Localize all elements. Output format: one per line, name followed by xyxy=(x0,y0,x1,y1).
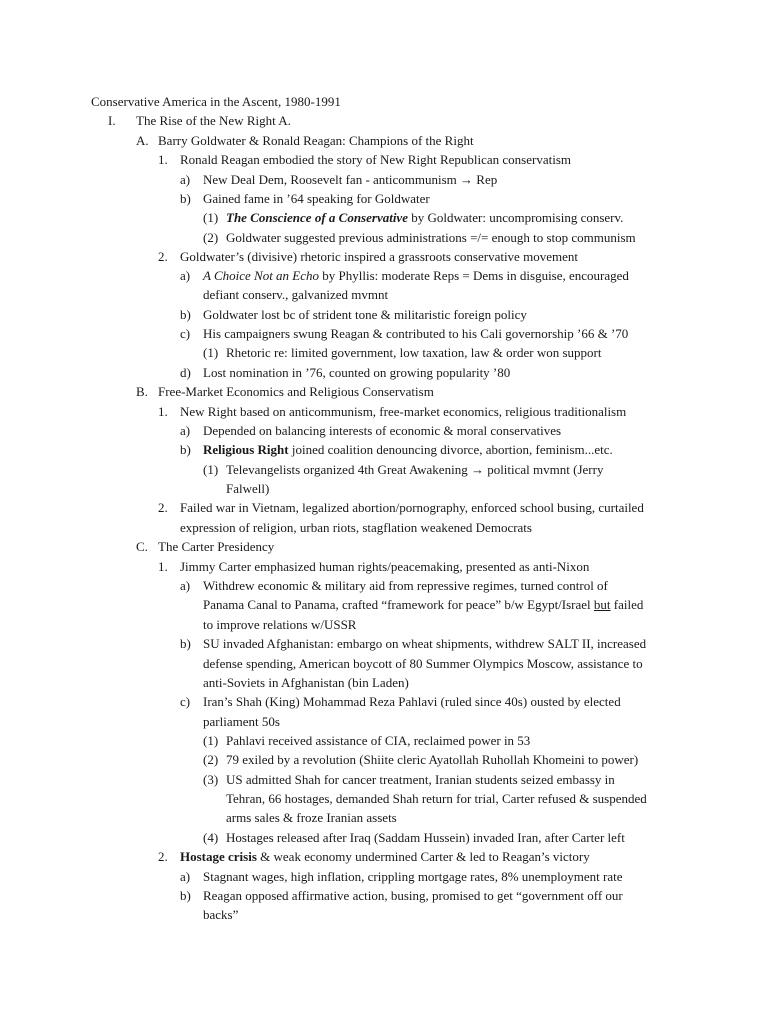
A1b-marker xyxy=(180,189,191,208)
B1b-marker xyxy=(180,440,191,459)
item-text: parliament 50s xyxy=(203,714,280,729)
item-text: Hostages released after Iraq (Saddam Hussein) invaded Iran, after Carter left xyxy=(226,830,625,845)
C1c-marker xyxy=(180,692,190,711)
item-text: New Right based on anticommunism, free-market economics, religious traditionalism xyxy=(180,404,627,419)
C2-marker xyxy=(158,847,168,866)
item-text: Ronald Reagan embodied the story of New Right Republican conservatism xyxy=(180,152,571,167)
heading-text: The Carter Presidency xyxy=(158,539,275,554)
A1a-text xyxy=(203,170,497,189)
C1a-cont2 xyxy=(203,615,356,634)
item-text: Panama Canal to Panama, crafted “framework for peace” b/w Egypt/Israel xyxy=(203,597,594,612)
item-text: & weak economy undermined Carter & led to Reagan’s victory xyxy=(256,849,590,864)
A2-marker xyxy=(158,247,168,266)
A1b2-marker xyxy=(203,228,218,247)
B1-marker xyxy=(158,402,168,421)
B1b1-cont xyxy=(226,479,269,498)
item-text: anti-Soviets in Afghanistan (bin Laden) xyxy=(203,675,409,690)
underlined-word: but xyxy=(593,597,611,612)
C1a-marker xyxy=(180,576,190,595)
section-A-text xyxy=(158,131,474,150)
item-text: failed xyxy=(610,597,644,612)
item-text: Rhetoric re: limited government, low taxation, law & order won support xyxy=(226,345,602,360)
section-I-text xyxy=(136,111,291,130)
C1b-cont2 xyxy=(203,673,409,692)
A1b1-text xyxy=(226,208,623,227)
C2a-text xyxy=(203,867,623,886)
item-text: backs” xyxy=(203,907,239,922)
C1c3-marker xyxy=(203,770,218,789)
marker-text: 2. xyxy=(158,849,168,864)
item-text: Iran’s Shah (King) Mohammad Reza Pahlavi (ruled since 40s) ousted by elected xyxy=(203,694,621,709)
marker-text: b) xyxy=(180,636,191,651)
C1b-marker xyxy=(180,634,191,653)
section-C-text xyxy=(158,537,274,556)
A2d-text xyxy=(203,363,510,382)
C1c-cont xyxy=(203,712,280,731)
C2-text xyxy=(180,847,590,866)
item-text: Stagnant wages, high inflation, crippling mortgage rates, 8% unemployment rate xyxy=(203,869,623,884)
A2a-marker xyxy=(180,266,190,285)
item-text: to improve relations w/USSR xyxy=(203,617,357,632)
section-A-marker xyxy=(136,131,149,150)
A2c-text xyxy=(203,324,628,343)
C1c2-marker xyxy=(203,750,218,769)
item-text: expression of religion, urban riots, stagflation weakened Democrats xyxy=(180,520,532,535)
A1a-marker xyxy=(180,170,190,189)
marker-text: b) xyxy=(180,442,191,457)
A1b2-text xyxy=(226,228,636,247)
item-text: Goldwater suggested previous administrations =/= enough to stop communism xyxy=(226,230,636,245)
C1-text xyxy=(180,557,589,576)
C1c1-marker xyxy=(203,731,218,750)
marker-text: b) xyxy=(180,888,191,903)
section-B-marker xyxy=(136,382,148,401)
item-text: defense spending, American boycott of 80 Summer Olympics Moscow, assistance to xyxy=(203,656,643,671)
heading-text: Free-Market Economics and Religious Conservatism xyxy=(158,384,434,399)
C2a-marker xyxy=(180,867,190,886)
B1-text xyxy=(180,402,626,421)
C2b-cont xyxy=(203,905,238,924)
bold-term: Religious Right xyxy=(203,442,289,457)
A2c-marker xyxy=(180,324,190,343)
item-text: Goldwater lost bc of strident tone & militaristic foreign policy xyxy=(203,307,527,322)
item-text: by Goldwater: uncompromising conserv. xyxy=(407,210,624,225)
A1-text xyxy=(180,150,571,169)
item-text: Failed war in Vietnam, legalized abortion/pornography, enforced school busing, curtailed xyxy=(180,500,644,515)
marker-text: d) xyxy=(180,365,191,380)
C2b-text xyxy=(203,886,623,905)
C1a-cont1 xyxy=(203,595,643,614)
marker-text: 1. xyxy=(158,559,168,574)
marker-text: a) xyxy=(180,869,191,884)
bold-term: Hostage crisis xyxy=(180,849,257,864)
marker-text: 2. xyxy=(158,500,168,515)
B2-cont xyxy=(180,518,532,537)
marker-text: (2) xyxy=(203,752,219,767)
A2d-marker xyxy=(180,363,191,382)
C2b-marker xyxy=(180,886,191,905)
book-title: A Choice Not an Echo xyxy=(203,268,320,283)
marker-text: a) xyxy=(180,268,191,283)
marker-text: B. xyxy=(136,384,148,399)
A1b1-marker xyxy=(203,208,218,227)
item-text: Goldwater’s (divisive) rhetoric inspired a grassroots conservative movement xyxy=(180,249,578,264)
B1b1-marker xyxy=(203,460,218,479)
marker-text: b) xyxy=(180,307,191,322)
section-C-marker xyxy=(136,537,148,556)
A1-marker xyxy=(158,150,168,169)
marker-text: c) xyxy=(180,326,191,341)
C1b-text xyxy=(203,634,646,653)
section-B-text xyxy=(158,382,434,401)
C1c4-text xyxy=(226,828,625,847)
item-text: Falwell) xyxy=(226,481,270,496)
A2b-marker xyxy=(180,305,191,324)
marker-text: 1. xyxy=(158,404,168,419)
marker-text: (3) xyxy=(203,772,219,787)
item-text: Reagan opposed affirmative action, busing, promised to get “government off our xyxy=(203,888,623,903)
section-I-heading xyxy=(108,111,116,130)
A2c1-marker xyxy=(203,343,218,362)
marker-text: A. xyxy=(136,133,149,148)
document-title xyxy=(91,92,341,111)
A2a-cont xyxy=(203,285,388,304)
marker-text: (1) xyxy=(203,345,219,360)
marker-text: C. xyxy=(136,539,148,554)
item-text: Televangelists organized 4th Great Awakening → political mvmnt (Jerry xyxy=(226,462,604,477)
item-text: His campaigners swung Reagan & contributed to his Cali governorship ’66 & ’70 xyxy=(203,326,629,341)
section-I-label: The Rise of the New Right A. xyxy=(136,113,291,128)
book-title: The Conscience of a Conservative xyxy=(226,210,408,225)
item-text: defiant conserv., galvanized mvmnt xyxy=(203,287,389,302)
A2-text xyxy=(180,247,578,266)
C1c-text xyxy=(203,692,621,711)
C1c3-cont1 xyxy=(226,789,647,808)
marker-text: b) xyxy=(180,191,191,206)
marker-text: c) xyxy=(180,694,191,709)
item-text: SU invaded Afghanistan: embargo on wheat shipments, withdrew SALT II, increased xyxy=(203,636,647,651)
C1a-text xyxy=(203,576,608,595)
item-text: Depended on balancing interests of economic & moral conservatives xyxy=(203,423,562,438)
B1a-text xyxy=(203,421,561,440)
marker-text: (1) xyxy=(203,210,219,225)
B1b1-text xyxy=(226,460,603,479)
C1c1-text xyxy=(226,731,530,750)
marker-text: (1) xyxy=(203,733,219,748)
item-text: Jimmy Carter emphasized human rights/peacemaking, presented as anti-Nixon xyxy=(180,559,590,574)
item-text: 79 exiled by a revolution (Shiite cleric Ayatollah Ruhollah Khomeini to power) xyxy=(226,752,639,767)
B1a-marker xyxy=(180,421,190,440)
B2-marker xyxy=(158,498,168,517)
C1b-cont1 xyxy=(203,654,643,673)
A2b-text xyxy=(203,305,527,324)
C1c3-cont2 xyxy=(226,808,397,827)
item-text: Withdrew economic & military aid from repressive regimes, turned control of xyxy=(203,578,608,593)
marker-text: 1. xyxy=(158,152,168,167)
C1-marker xyxy=(158,557,168,576)
item-text: New Deal Dem, Roosevelt fan - anticommunism → Rep xyxy=(203,172,498,187)
document-title-text: Conservative America in the Ascent, 1980-1991 xyxy=(91,94,341,109)
marker-text: 2. xyxy=(158,249,168,264)
heading-text: Barry Goldwater & Ronald Reagan: Champions of the Right xyxy=(158,133,474,148)
marker-text: a) xyxy=(180,423,191,438)
item-text: Lost nomination in ’76, counted on growing popularity ’80 xyxy=(203,365,511,380)
C1c2-text xyxy=(226,750,638,769)
marker-text: a) xyxy=(180,578,191,593)
item-text: Gained fame in ’64 speaking for Goldwater xyxy=(203,191,430,206)
item-text: by Phyllis: moderate Reps = Dems in disguise, encouraged xyxy=(319,268,629,283)
A1b-text xyxy=(203,189,430,208)
item-text: US admitted Shah for cancer treatment, Iranian students seized embassy in xyxy=(226,772,615,787)
section-I-marker: I. xyxy=(108,113,116,128)
C1c4-marker xyxy=(203,828,218,847)
item-text: arms sales & froze Iranian assets xyxy=(226,810,397,825)
C1c3-text xyxy=(226,770,615,789)
marker-text: (4) xyxy=(203,830,219,845)
B1b-text xyxy=(203,440,613,459)
item-text: Tehran, 66 hostages, demanded Shah return for trial, Carter refused & suspended xyxy=(226,791,647,806)
marker-text: a) xyxy=(180,172,191,187)
marker-text: (1) xyxy=(203,462,219,477)
A2c1-text xyxy=(226,343,601,362)
B2-text xyxy=(180,498,644,517)
item-text: Pahlavi received assistance of CIA, reclaimed power in 53 xyxy=(226,733,531,748)
item-text: joined coalition denouncing divorce, abortion, feminism...etc. xyxy=(288,442,613,457)
A2a-text xyxy=(203,266,629,285)
marker-text: (2) xyxy=(203,230,219,245)
